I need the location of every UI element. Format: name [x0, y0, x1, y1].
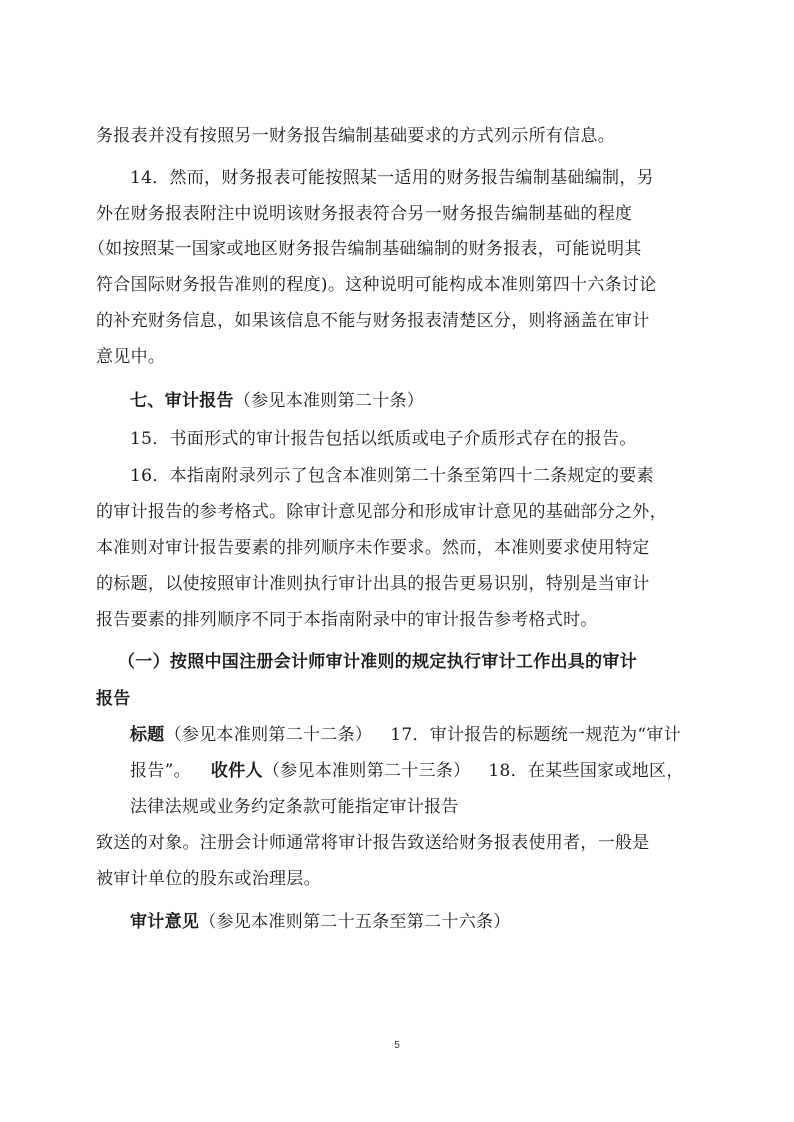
paragraph-16-line-2: 的审计报告的参考格式。除审计意见部分和形成审计意见的基础部分之外，: [96, 502, 667, 522]
subsection-1-heading-line-2: 报告: [96, 689, 131, 709]
paragraph-14-line-2: 外在财务报表附注中说明该财务报表符合另一财务报告编制基础的程度: [96, 204, 633, 224]
paragraph-18-line-1: 18．在某些国家或地区，: [488, 761, 684, 781]
paragraph-14-line-4: 符合国际财务报告准则的程度)。这种说明可能构成本准则第四十六条讨论: [96, 275, 657, 295]
section-7-heading: [130, 390, 424, 412]
audit-opinion-heading: [130, 911, 511, 933]
paragraph-18-line-4: 被审计单位的股东或治理层。: [96, 869, 321, 889]
paragraph-16-line-4: 的标题，以使按照审计准则执行审计出具的报告更易识别，特别是当审计: [96, 574, 650, 594]
recipient-reference: （参见本准则第二十三条）: [262, 761, 471, 781]
paragraph-17-line-1: 17．审计报告的标题统一规范为“审计: [390, 725, 681, 745]
title-label: 标题: [130, 725, 165, 745]
paragraph-14-line-6: 意见中。: [96, 347, 166, 367]
title-reference: （参见本准则第二十二条）: [164, 725, 373, 745]
paragraph-18-line-2: 法律法规或业务约定条款可能指定审计报告: [130, 797, 459, 817]
section-7-reference: （参见本准则第二十条）: [233, 391, 425, 411]
paragraph-16-line-3: 本准则对审计报告要素的排列顺序未作要求。然而，本准则要求使用特定: [96, 538, 650, 558]
paragraph-16-line-1: 16．本指南附录列示了包含本准则第二十条至第四十二条规定的要素: [130, 466, 654, 486]
paragraph-17-continued: [130, 760, 684, 782]
recipient-label: 收件人: [210, 761, 263, 781]
paragraph-14-line-1: 14．然而，财务报表可能按照某一适用的财务报告编制基础编制，另: [130, 168, 654, 188]
paragraph-14-line-3: （如按照某一国家或地区财务报告编制基础编制的财务报表，可能说明其: [88, 239, 642, 259]
paragraph-15: 15．书面形式的审计报告包括以纸质或电子介质形式存在的报告。: [130, 429, 637, 449]
paragraph-14-line-5: 的补充财务信息，如果该信息不能与财务报表清楚区分，则将涵盖在审计: [96, 311, 650, 331]
audit-opinion-reference: （参见本准则第二十五条至第二十六条）: [199, 912, 511, 932]
paragraph-18-line-3: 致送的对象。注册会计师通常将审计报告致送给财务报表使用者，一般是: [96, 833, 650, 853]
paragraph-17-line-2: 报告”。: [130, 761, 191, 781]
page-number: 5: [394, 1040, 400, 1051]
subsection-1-heading-line-1: （一）按照中国注册会计师审计准则的规定执行审计工作出具的审计: [118, 652, 637, 672]
paragraph-13-tail: 务报表并没有按照另一财务报告编制基础要求的方式列示所有信息。: [96, 126, 615, 146]
audit-opinion-title: 审计意见: [130, 912, 200, 932]
title-and-paragraph-17: [130, 724, 681, 746]
paragraph-16-line-5: 报告要素的排列顺序不同于本指南附录中的审计报告参考格式时。: [96, 610, 598, 630]
section-7-title: 七、审计报告: [130, 391, 234, 411]
